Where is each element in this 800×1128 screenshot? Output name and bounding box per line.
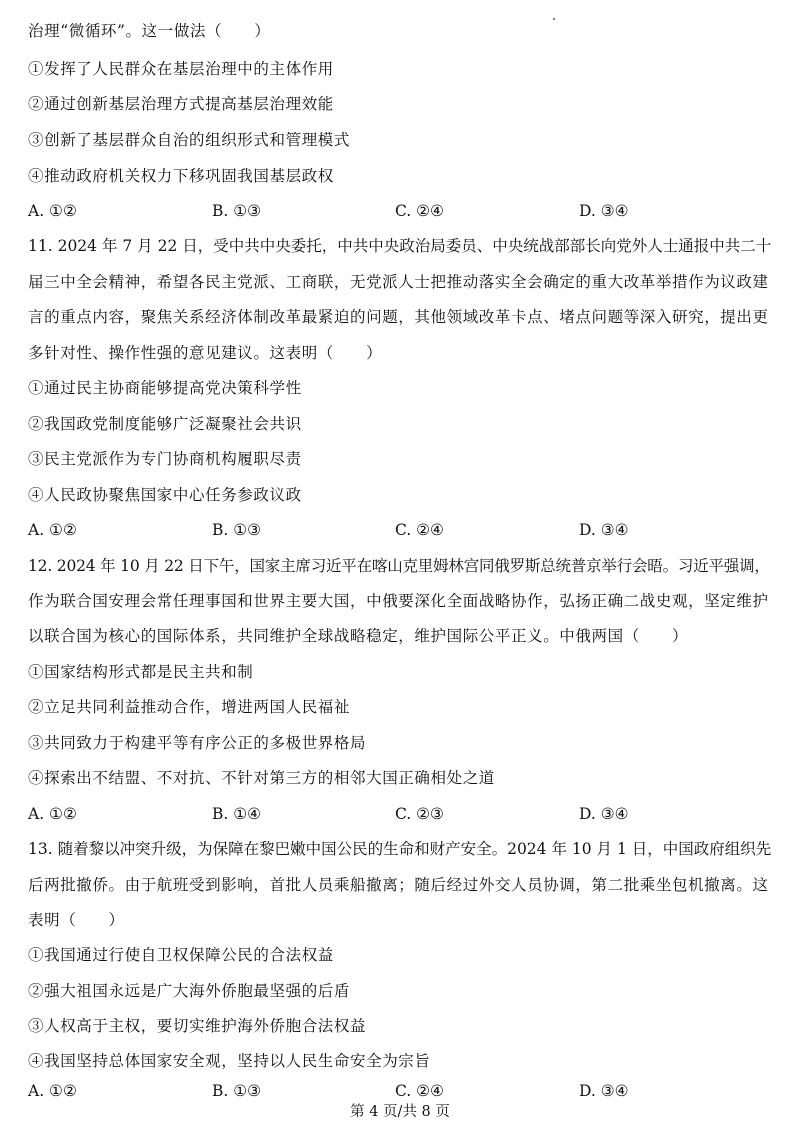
q12-stem-line-2: 作为联合国安理会常任理事国和世界主要大国，中俄要深化全面战略协作，弘扬正确二战史观，坚定维护 [28,592,769,610]
q13-stem-line-3: 表明（ ） [28,911,125,929]
q10-stem-tail: 治理“微循环”。这一做法（ ） [28,22,271,40]
q11-options [28,519,772,541]
q10-options [28,200,772,222]
q13-option-a: A. ①② [28,1082,77,1100]
q12-item-2: ②立足共同利益推动合作，增进两国人民福祉 [28,698,351,716]
q11-stem-line-2: 届三中全会精神，希望各民主党派、工商联，无党派人士把推动落实全会确定的重大改革举措作为议政建 [28,273,769,291]
q11-option-c: C. ②④ [395,521,444,539]
q11-option-a: A. ①② [28,521,77,539]
q13-option-c: C. ②④ [395,1082,444,1100]
q10-item-3: ③创新了基层群众自治的组织形式和管理模式 [28,131,351,149]
q12-item-4: ④探索出不结盟、不对抗、不针对第三方的相邻大国正确相处之道 [28,769,495,787]
q12-option-d: D. ③④ [579,805,629,823]
q13-options [28,1080,772,1102]
q10-option-a: A. ①② [28,202,77,220]
q11-option-d: D. ③④ [579,521,629,539]
q13-item-2: ②强大祖国永远是广大海外侨胞最坚强的后盾 [28,982,351,1000]
q10-option-c: C. ②④ [395,202,444,220]
q12-stem-line-1: 12. 2024 年 10 月 22 日下午，国家主席习近平在喀山克里姆林宫同俄罗斯总统普京举行会晤。习近平强调， [28,557,770,575]
q11-stem-line-4: 多针对性、操作性强的意见建议。这表明（ ） [28,344,383,362]
q12-option-a: A. ①② [28,805,77,823]
q11-item-2: ②我国政党制度能够广泛凝聚社会共识 [28,415,302,433]
q13-option-b: B. ①③ [212,1082,262,1100]
q11-option-b: B. ①③ [212,521,262,539]
q12-item-1: ①国家结构形式都是民主共和制 [28,663,254,681]
q13-stem-line-2: 后两批撤侨。由于航班受到影响，首批人员乘船撤离；随后经过外交人员协调，第二批乘坐包机撤离。这 [28,876,769,894]
q10-item-2: ②通过创新基层治理方式提高基层治理效能 [28,95,334,113]
page-number-footer: 第 4 页/共 8 页 [350,1104,450,1120]
q10-item-4: ④推动政府机关权力下移巩固我国基层政权 [28,167,334,185]
q13-stem-line-1: 13. 随着黎以冲突升级，为保障在黎巴嫩中国公民的生命和财产安全。2024 年 10 月 1 日，中国政府组织先 [28,840,772,858]
q12-options [28,803,772,825]
q13-item-4: ④我国坚持总体国家安全观，坚持以人民生命安全为宗旨 [28,1052,431,1070]
q12-item-3: ③共同致力于构建平等有序公正的多极世界格局 [28,734,367,752]
q10-option-d: D. ③④ [579,202,629,220]
q11-item-1: ①通过民主协商能够提高党决策科学性 [28,379,302,397]
q11-stem-line-1: 11. 2024 年 7 月 22 日，受中共中央委托，中共中央政治局委员、中央统战部部长向党外人士通报中共二十 [28,237,772,255]
q11-stem-line-3: 言的重点内容，聚焦关系经济体制改革最紧迫的问题，其他领域改革卡点、堵点问题等深入研究，提出更 [28,308,769,326]
q13-option-d: D. ③④ [579,1082,629,1100]
q10-option-b: B. ①③ [212,202,262,220]
q13-item-1: ①我国通过行使自卫权保障公民的合法权益 [28,946,334,964]
q12-option-b: B. ①④ [212,805,262,823]
q12-stem-line-3: 以联合国为核心的国际体系，共同维护全球战略稳定，维护国际公平正义。中俄两国（ ） [28,627,689,645]
q10-item-1: ①发挥了人民群众在基层治理中的主体作用 [28,60,334,78]
q11-item-3: ③民主党派作为专门协商机构履职尽责 [28,450,302,468]
q12-option-c: C. ②③ [395,805,444,823]
q13-item-3: ③人权高于主权，要切实维护海外侨胞合法权益 [28,1017,367,1035]
q11-item-4: ④人民政协聚焦国家中心任务参政议政 [28,486,302,504]
